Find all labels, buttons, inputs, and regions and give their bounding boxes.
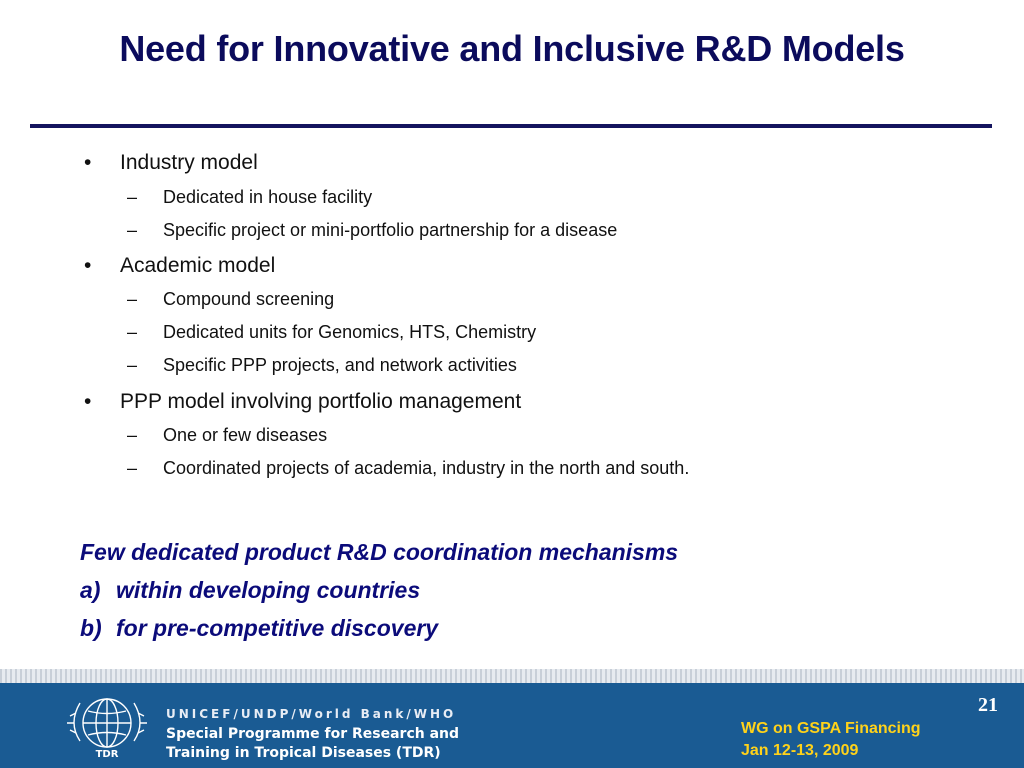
slide-title: Need for Innovative and Inclusive R&D Models — [119, 28, 905, 69]
bullet-text: PPP model involving portfolio management — [120, 390, 522, 413]
sub-bullet-text: Specific PPP projects, and network activities — [163, 355, 517, 375]
dash-marker: – — [127, 355, 138, 375]
title-divider — [30, 124, 992, 128]
emphasis-heading: Few dedicated product R&D coordination mechanisms — [80, 539, 679, 565]
sub-bullet-text: Dedicated in house facility — [163, 187, 373, 207]
bullet-marker: • — [84, 254, 92, 277]
emphasis-item-label: a) — [80, 577, 101, 603]
dash-marker: – — [127, 289, 138, 309]
footer-note-date: Jan 12-13, 2009 — [741, 742, 859, 759]
org-sponsors: UNICEF/UNDP/World Bank/WHO — [166, 707, 457, 721]
emphasis-item-text: within developing countries — [116, 577, 421, 603]
emphasis-item-text: for pre-competitive discovery — [116, 615, 439, 641]
org-name-line1: Special Programme for Research and — [166, 726, 460, 742]
page-number: 21 — [978, 694, 998, 716]
org-name-line2: Training in Tropical Diseases (TDR) — [166, 745, 441, 761]
footer-strip — [0, 669, 1024, 683]
emphasis-item — [80, 615, 438, 642]
dash-marker: – — [127, 322, 138, 342]
footer-note-event: WG on GSPA Financing — [741, 720, 921, 737]
sub-bullet-text: Specific project or mini-portfolio partnership for a disease — [163, 220, 618, 240]
logo-text: TDR — [95, 749, 119, 760]
sub-bullet-text: One or few diseases — [163, 425, 328, 445]
bullet-marker: • — [84, 151, 92, 174]
dash-marker: – — [127, 458, 138, 478]
tdr-emblem-icon — [62, 689, 152, 761]
sub-bullet-text: Dedicated units for Genomics, HTS, Chemistry — [163, 322, 537, 342]
bullet-marker: • — [84, 390, 92, 413]
bullet-text: Industry model — [120, 151, 258, 174]
dash-marker: – — [127, 220, 138, 240]
dash-marker: – — [127, 425, 138, 445]
emphasis-item — [80, 577, 420, 604]
emphasis-item-label: b) — [80, 615, 102, 641]
sub-bullet-text: Compound screening — [163, 289, 335, 309]
dash-marker: – — [127, 187, 138, 207]
bullet-text: Academic model — [120, 254, 276, 277]
sub-bullet-text: Coordinated projects of academia, industry in the north and south. — [163, 458, 690, 478]
